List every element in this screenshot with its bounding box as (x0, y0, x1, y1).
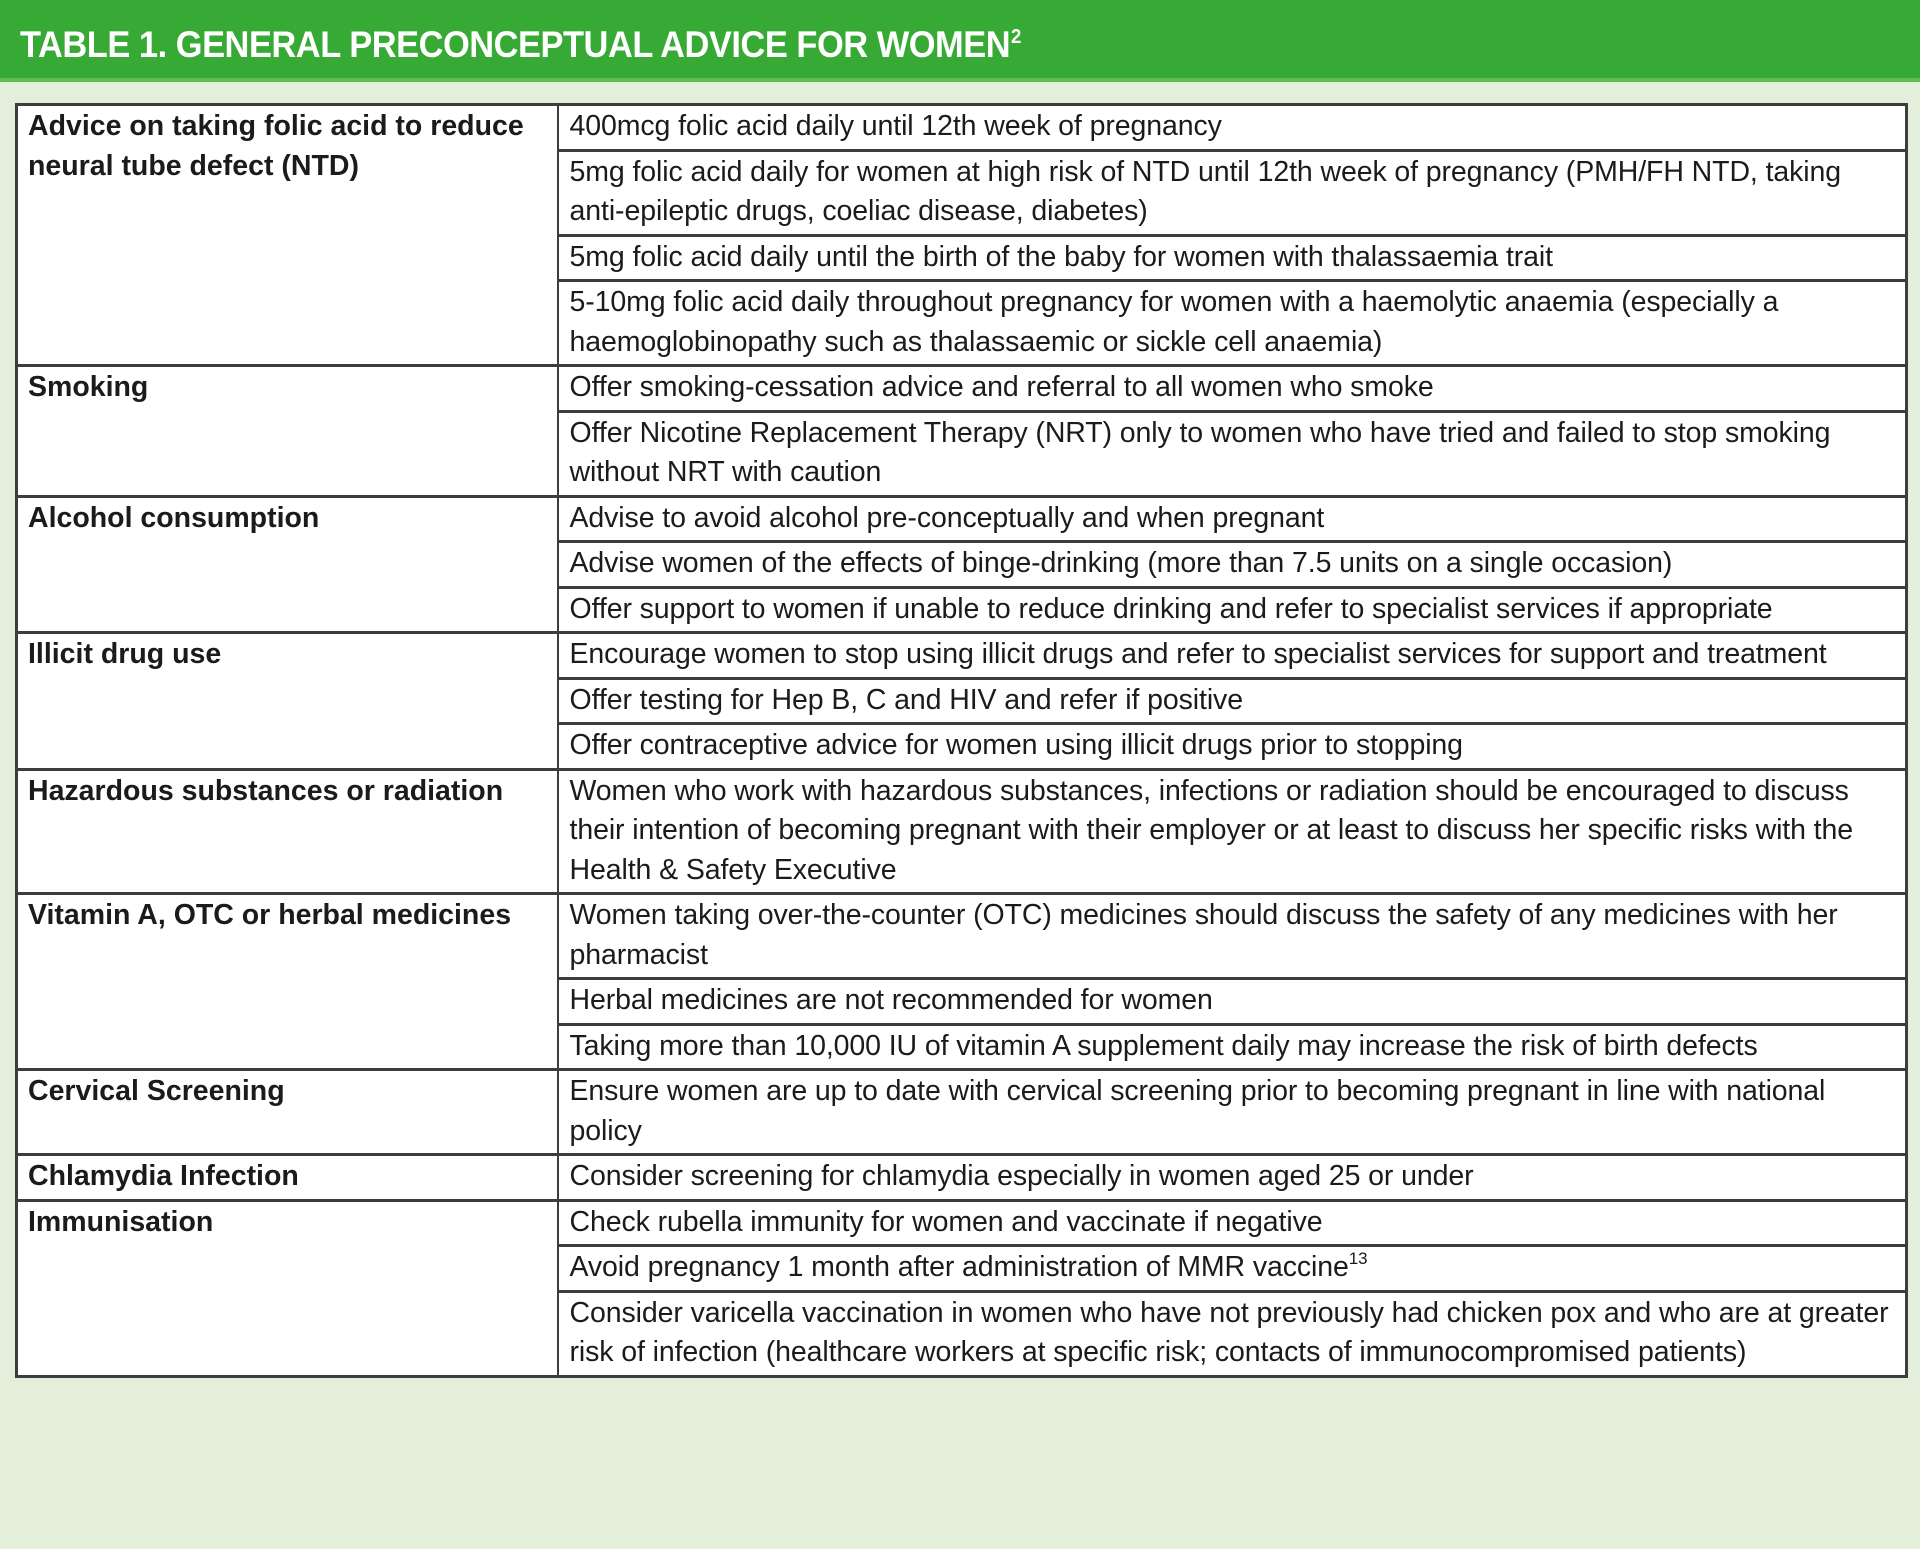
category-smoking: Smoking (17, 366, 558, 497)
advice-cell: Consider varicella vaccination in women who have not previously had chicken pox and who are at greater risk of infection (healthcare workers at specific risk; contacts of immunocompromised patients) (558, 1291, 1907, 1376)
table-row (17, 894, 1907, 979)
advice-cell: Offer smoking-cessation advice and referral to all women who smoke (558, 366, 1907, 412)
advice-cell: 400mcg folic acid daily until 12th week of pregnancy (558, 105, 1907, 151)
table-row (17, 1070, 1907, 1155)
advice-cell: Offer Nicotine Replacement Therapy (NRT) only to women who have tried and failed to stop smoking without NRT with caution (558, 411, 1907, 496)
advice-cell: Women taking over-the-counter (OTC) medicines should discuss the safety of any medicines with her pharmacist (558, 894, 1907, 979)
category-alcohol: Alcohol consumption (17, 496, 558, 633)
advice-cell: 5-10mg folic acid daily throughout pregnancy for women with a haemolytic anaemia (especially a haemoglobinopathy such as thalassaemic or sickle cell anaemia) (558, 281, 1907, 366)
reference-superscript: 13 (1348, 1249, 1368, 1268)
advice-cell: Offer testing for Hep B, C and HIV and refer if positive (558, 678, 1907, 724)
table-row (17, 1155, 1907, 1201)
advice-cell: Consider screening for chlamydia especially in women aged 25 or under (558, 1155, 1907, 1201)
title-reference-superscript: 2 (1011, 26, 1021, 48)
advice-cell: Women who work with hazardous substances, infections or radiation should be encouraged to discuss their intention of becoming pregnant with their employer or at least to discuss her specific risks with the Health & Safety Executive (558, 769, 1907, 894)
table-row (17, 633, 1907, 679)
advice-cell (558, 1246, 1907, 1292)
advice-cell: Check rubella immunity for women and vaccinate if negative (558, 1200, 1907, 1246)
table-title-bar (0, 0, 1920, 82)
table-title-text: TABLE 1. GENERAL PRECONCEPTUAL ADVICE FOR WOMEN (20, 24, 1011, 65)
category-hazardous: Hazardous substances or radiation (17, 769, 558, 894)
advice-cell: 5mg folic acid daily until the birth of the baby for women with thalassaemia trait (558, 235, 1907, 281)
table-row (17, 1200, 1907, 1246)
advice-cell: Ensure women are up to date with cervical screening prior to becoming pregnant in line with national policy (558, 1070, 1907, 1155)
category-folic-acid: Advice on taking folic acid to reduce neural tube defect (NTD) (17, 105, 558, 366)
advice-cell: Offer contraceptive advice for women using illicit drugs prior to stopping (558, 724, 1907, 770)
advice-cell: Herbal medicines are not recommended for women (558, 979, 1907, 1025)
table-row (17, 105, 1907, 151)
table-row (17, 366, 1907, 412)
advice-cell: Advise women of the effects of binge-drinking (more than 7.5 units on a single occasion) (558, 542, 1907, 588)
category-chlamydia: Chlamydia Infection (17, 1155, 558, 1201)
advice-cell: Advise to avoid alcohol pre-conceptually and when pregnant (558, 496, 1907, 542)
advice-cell: Taking more than 10,000 IU of vitamin A supplement daily may increase the risk of birth defects (558, 1024, 1907, 1070)
category-illicit-drugs: Illicit drug use (17, 633, 558, 770)
advice-text: Avoid pregnancy 1 month after administration of MMR vaccine (569, 1251, 1349, 1283)
advice-cell: 5mg folic acid daily for women at high risk of NTD until 12th week of pregnancy (PMH/FH NTD, taking anti-epileptic drugs, coeliac disease, diabetes) (558, 150, 1907, 235)
advice-cell: Offer support to women if unable to reduce drinking and refer to specialist services if appropriate (558, 587, 1907, 633)
category-vitamin-otc-herbal: Vitamin A, OTC or herbal medicines (17, 894, 558, 1070)
table-row (17, 496, 1907, 542)
category-cervical-screening: Cervical Screening (17, 1070, 558, 1155)
preconceptual-advice-table (15, 103, 1908, 1378)
category-immunisation: Immunisation (17, 1200, 558, 1376)
table-row (17, 769, 1907, 894)
advice-cell: Encourage women to stop using illicit drugs and refer to specialist services for support and treatment (558, 633, 1907, 679)
table-title (20, 24, 1021, 66)
